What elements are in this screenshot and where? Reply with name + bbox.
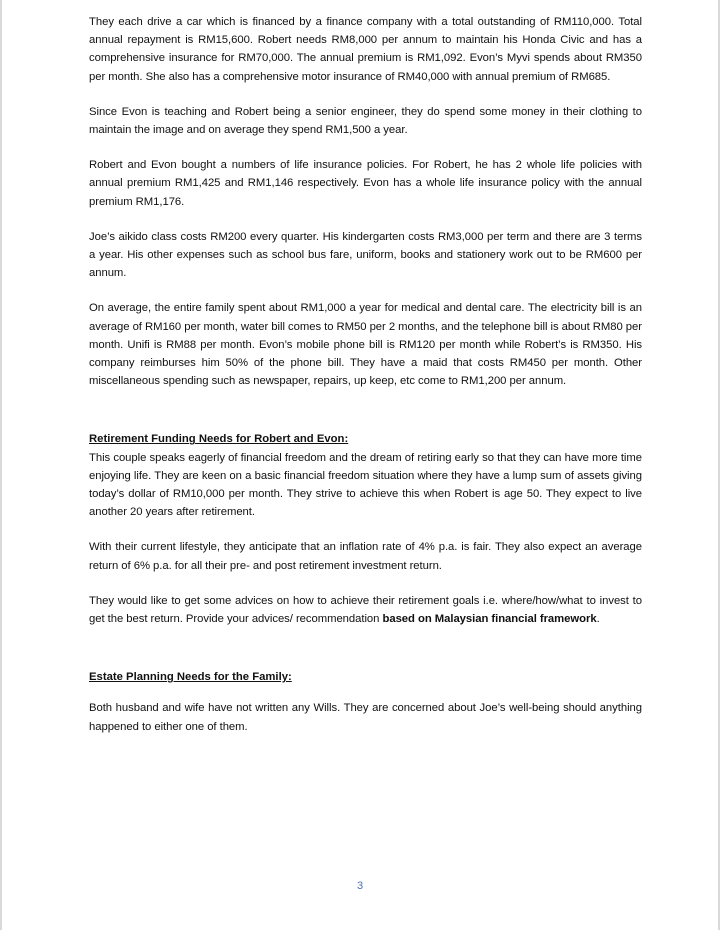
retirement-p3-text: They would like to get some advices on how to achieve their retirement goals i.e. where/how/what to invest to get the best return. Provide your advices/ recommendation	[89, 594, 642, 626]
page-number: 3	[356, 880, 364, 892]
page-edge-left	[0, 0, 2, 930]
retirement-paragraph-3	[89, 592, 642, 628]
retirement-paragraph-1: This couple speaks eagerly of financial freedom and the dream of retiring early so that they can have more time enjoying life. They are keen on a basic financial freedom situation where they have a lump sum of assets giving today’s dollar of RM10,000 per month. They strive to achieve this when Robert is age 50. They expect to live another 20 years after retirement.	[89, 451, 642, 519]
document-body	[89, 13, 642, 753]
retirement-p3-bold: based on Malaysian financial framework	[382, 613, 597, 626]
retirement-heading: Retirement Funding Needs for Robert and Evon:	[89, 433, 349, 446]
estate-paragraph-1: Both husband and wife have not written any Wills. They are concerned about Joe’s well-being should anything happened to either one of them.	[89, 702, 642, 733]
paragraph-car-financing: They each drive a car which is financed by a finance company with a total outstanding of RM110,000. Total annual repayment is RM15,600. Robert needs RM8,000 per annum to maintain his Honda Civic and has a comprehensive insurance for RM70,000. The annual premium is RM1,092. Evon’s Myvi spends about RM350 per month. She also has a comprehensive motor insurance of RM40,000 with annual premium of RM685.	[89, 16, 642, 83]
paragraph-household-expenses: On average, the entire family spent about RM1,000 a year for medical and dental care. The electricity bill is an average of RM160 per month, water bill comes to RM50 per 2 months, and the telephone bill is about RM80 per month. Unifi is RM88 per month. Evon’s mobile phone bill is RM120 per month while Robert’s is RM350. His company reimburses him 50% of the phone bill. They have a maid that costs RM450 per month. Other miscellaneous spending such as newspaper, repairs, up keep, etc come to RM1,200 per annum.	[89, 302, 642, 388]
estate-heading: Estate Planning Needs for the Family:	[89, 671, 292, 684]
paragraph-joe-expenses: Joe’s aikido class costs RM200 every quarter. His kindergarten costs RM3,000 per term and there are 3 terms a year. His other expenses such as school bus fare, uniform, books and stationery work out to be RM600 per annum.	[89, 230, 642, 280]
paragraph-life-insurance: Robert and Evon bought a numbers of life insurance policies. For Robert, he has 2 whole life policies with annual premium RM1,425 and RM1,146 respectively. Evon has a whole life insurance policy with the annual premium RM1,176.	[89, 159, 642, 208]
paragraph-clothing: Since Evon is teaching and Robert being a senior engineer, they do spend some money in their clothing to maintain the image and on average they spend RM1,500 a year.	[89, 105, 642, 137]
section-spacer	[89, 645, 642, 668]
retirement-paragraph-2: With their current lifestyle, they anticipate that an inflation rate of 4% p.a. is fair. They also expect an average return of 6% p.a. for all their pre- and post retirement investment return.	[89, 541, 642, 572]
section-spacer	[89, 407, 642, 430]
retirement-p3-end: .	[596, 613, 600, 626]
